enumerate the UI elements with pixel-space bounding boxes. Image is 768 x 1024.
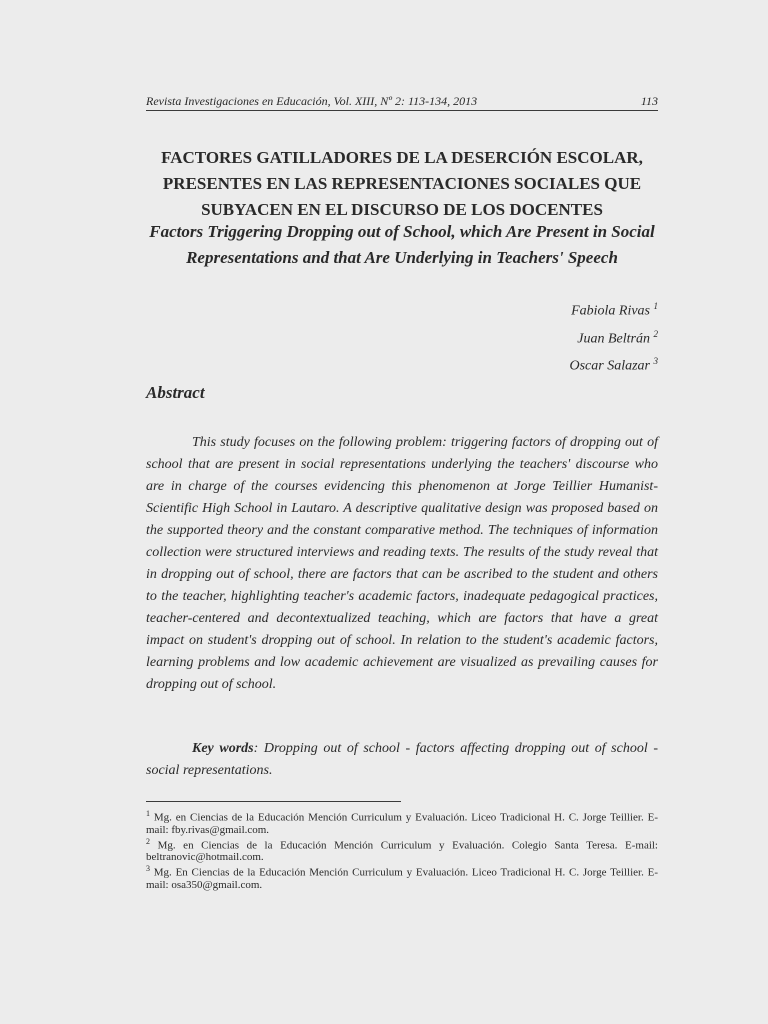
footnote	[146, 836, 658, 864]
footnote-text: Mg. en Ciencias de la Educación Mención Curriculum y Evaluación. Liceo Tradicional H. C. Jorge Teillier. E-mail: fby.rivas@gmail.com.	[146, 811, 658, 836]
author-footnote-mark: 2	[653, 328, 658, 339]
footnote-mark: 2	[146, 836, 150, 846]
running-header	[146, 94, 658, 111]
author-name: Oscar Salazar	[569, 358, 650, 374]
author-name: Fabiola Rivas	[571, 303, 650, 319]
author-line	[569, 295, 658, 323]
footnote	[146, 808, 658, 836]
footnote-divider	[146, 801, 401, 802]
title-spanish: FACTORES GATILLADORES DE LA DESERCIÓN ESCOLAR, PRESENTES EN LAS REPRESENTACIONES SOCIALES QUE SUBYACEN EN EL DISCURSO DE LOS DOCENTES	[161, 148, 643, 219]
abstract-paragraph: This study focuses on the following problem: triggering factors of dropping out of school that are present in social representations underlying the teachers' discourse who are in charge of the courses evidencing this phenomenon at Jorge Teillier Humanist-Scientific High School in Lautaro. A descriptive qualitative design was proposed based on the supported theory and the constant comparative method. The techniques of information collection were structured interviews and reading texts. The results of the study reveal that in dropping out of school, there are factors that can be ascribed to the student and others to the teacher, highlighting teacher's academic factors, inadequate pedagogical practices, teacher-centered and decontextualized teaching, which are factors that have a great impact on student's dropping out of school. In relation to the student's academic factors, learning problems and low academic achievement are visualized as prevailing causes for dropping out of school.	[146, 435, 658, 692]
title-english: Factors Triggering Dropping out of School, which Are Present in Social Representations and that Are Underlying in Teachers' Speech	[149, 222, 655, 267]
author-list	[569, 295, 658, 378]
footnote	[146, 863, 658, 891]
keywords-text: : Dropping out of school - factors affecting dropping out of school - social representations.	[146, 741, 658, 778]
journal-citation: Revista Investigaciones en Educación, Vol. XIII, Nº 2: 113-134, 2013	[146, 94, 478, 108]
author-footnote-mark: 1	[653, 301, 658, 311]
keywords-section	[146, 738, 658, 782]
author-line	[569, 350, 658, 378]
author-line	[569, 323, 658, 351]
footnote-text: Mg. En Ciencias de la Educación Mención Curriculum y Evaluación. Liceo Tradicional H. C. Jorge Teillier. E-mail: osa350@gmail.com.	[146, 866, 658, 891]
footnote-mark: 1	[146, 809, 150, 818]
author-footnote-mark: 3	[653, 356, 658, 367]
abstract-body	[146, 432, 658, 696]
footnote-mark: 3	[146, 864, 150, 874]
abstract-heading: Abstract	[146, 383, 205, 402]
keywords-paragraph	[146, 738, 658, 782]
author-name: Juan Beltrán	[577, 331, 650, 347]
footnote-text: Mg. en Ciencias de la Educación Mención Curriculum y Evaluación. Colegio Santa Teresa. E-mail: beltranovic@hotmail.com.	[146, 839, 658, 864]
keywords-label: Key words	[192, 741, 254, 756]
footnotes	[146, 808, 658, 891]
page-number: 113	[640, 94, 658, 108]
